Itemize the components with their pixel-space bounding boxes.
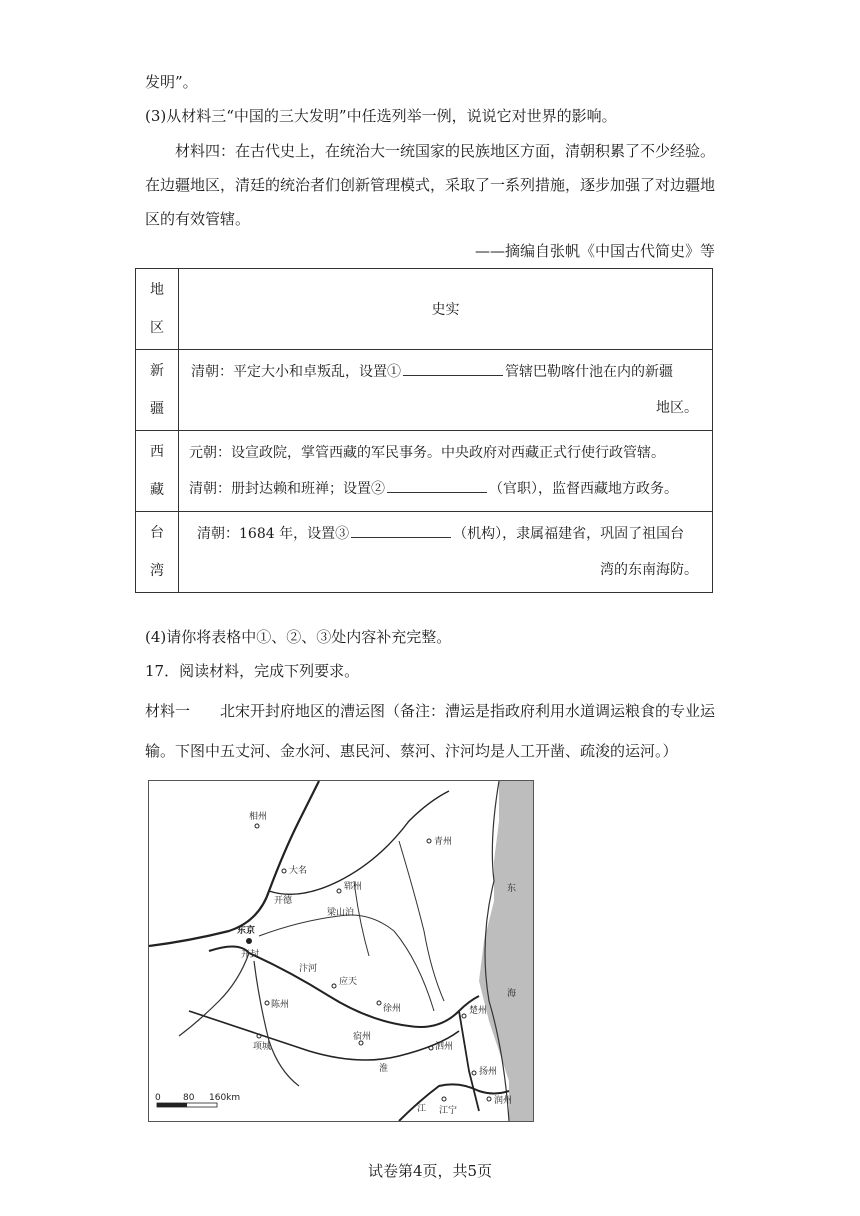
table-row — [136, 431, 713, 512]
city-marker — [332, 984, 336, 988]
city-marker — [487, 1097, 491, 1101]
source-citation: ——摘编自张帆《中国古代简史》等 — [474, 242, 715, 260]
label-dong: 东 — [507, 884, 517, 894]
city-marker — [265, 1001, 269, 1005]
label-xiangzhou: 相州 — [249, 812, 268, 822]
label-sizhou: 泗州 — [435, 1042, 454, 1052]
label-bianhe: 汴河 — [299, 964, 318, 974]
fact-xinjiang — [179, 350, 713, 431]
label-yangzhou: 扬州 — [479, 1067, 498, 1077]
scale-label: 160km — [209, 1093, 241, 1103]
label-jiang: 江 — [417, 1104, 427, 1114]
fact-text: （官职），监督西藏地方政务。 — [489, 481, 678, 497]
blank-2[interactable] — [387, 478, 487, 493]
city-marker — [282, 869, 286, 873]
canal-south — [459, 1011, 479, 1111]
header-char: 区 — [150, 320, 164, 336]
fact-text: 清朝：1684 年，设置③ — [197, 526, 350, 542]
label-jiangning: 江宁 — [439, 1106, 458, 1116]
fact-text: 清朝：平定大小和卓叛乱，设置① — [191, 364, 401, 380]
region-char: 湾 — [150, 563, 164, 579]
label-hai: 海 — [507, 989, 517, 999]
yellow-river — [149, 781, 319, 946]
label-yingzhou: 郓州 — [344, 882, 363, 892]
material-4-line: 区的有效管辖。 — [145, 210, 251, 228]
canal-map — [148, 780, 534, 1122]
table-row — [136, 512, 713, 593]
label-qingzhou: 青州 — [434, 837, 453, 847]
region-xinjiang — [136, 350, 179, 431]
fact-text: 地区。 — [656, 400, 698, 416]
label-dongjing: 东京 — [237, 926, 256, 936]
region-char: 西 — [150, 444, 164, 460]
material-1-line: 材料一 北宋开封府地区的漕运图（备注：漕运是指政府利用水道调运粮食的专业运 — [145, 702, 716, 720]
table-header-region — [136, 269, 179, 350]
material-4-line: 材料四：在古代史上，在统治大一统国家的民族地区方面，清朝积累了不少经验。 — [175, 142, 716, 160]
region-char: 新 — [150, 363, 164, 379]
label-liangshanpo: 梁山泊 — [327, 908, 355, 918]
header-char: 地 — [150, 282, 164, 298]
question-4: (4)请你将表格中①、②、③处内容补充完整。 — [145, 628, 452, 646]
label-kaifeng: 开封 — [241, 950, 260, 960]
river — [354, 881, 369, 956]
city-marker — [462, 1014, 466, 1018]
fact-text: 湾的东南海防。 — [600, 562, 698, 578]
history-table — [135, 268, 713, 593]
blank-1[interactable] — [403, 361, 503, 376]
label-chenzhou: 陈州 — [271, 1000, 290, 1010]
region-taiwan — [136, 512, 179, 593]
river — [259, 915, 434, 1011]
label-chuzhou: 楚州 — [469, 1006, 488, 1016]
question-17: 17．阅读材料，完成下列要求。 — [145, 662, 360, 680]
table-row — [136, 350, 713, 431]
fact-text: 清朝：册封达赖和班禅；设置② — [189, 481, 385, 497]
material-4-line: 在边疆地区，清廷的统治者们创新管理模式，采取了一系列措施，逐步加强了对边疆地 — [145, 176, 716, 194]
city-marker — [255, 824, 259, 828]
fact-text: （机构），隶属福建省，巩固了祖国台 — [453, 526, 685, 542]
material-1-line: 输。下图中五丈河、金水河、惠民河、蔡河、汴河均是人工开凿、疏浚的运河。） — [145, 742, 678, 760]
scale-label: 0 — [155, 1093, 161, 1103]
river — [179, 953, 249, 1036]
scale-label: 80 — [183, 1093, 195, 1103]
fact-text: 元朝：设宣政院，掌管西藏的军民事务。中央政府对西藏正式行使行政管辖。 — [189, 445, 665, 461]
canal-map-svg — [149, 781, 533, 1121]
region-xizang — [136, 431, 179, 512]
table-row — [136, 269, 713, 350]
fact-xizang — [179, 431, 713, 512]
city-marker — [427, 839, 431, 843]
question-3: (3)从材料三“中国的三大发明”中任选列举一例，说说它对世界的影响。 — [145, 107, 617, 125]
label-suzhou: 宿州 — [353, 1032, 372, 1042]
label-xiangcheng: 项城 — [253, 1042, 272, 1052]
city-marker — [377, 1001, 381, 1005]
region-char: 台 — [150, 525, 164, 541]
label-yingtian: 应天 — [339, 977, 358, 987]
city-marker — [442, 1097, 446, 1101]
page-footer: 试卷第4页，共5页 — [367, 1162, 493, 1180]
label-daming: 大名 — [289, 866, 308, 876]
label-huai: 淮 — [379, 1064, 389, 1074]
river — [254, 961, 299, 1086]
city-marker — [472, 1071, 476, 1075]
capital-marker — [246, 938, 252, 944]
scale-bar-fill — [157, 1103, 187, 1107]
region-char: 疆 — [150, 401, 164, 417]
text-line: 发明”。 — [145, 73, 198, 91]
fact-text: 管辖巴勒喀什池在内的新疆 — [505, 364, 673, 380]
river — [269, 791, 449, 894]
label-runzhou: 润州 — [494, 1096, 513, 1106]
label-xuzhou: 徐州 — [383, 1004, 402, 1014]
fact-taiwan — [179, 512, 713, 593]
region-char: 藏 — [150, 482, 164, 498]
huai-river — [189, 1011, 459, 1060]
blank-3[interactable] — [351, 523, 451, 538]
label-kaide: 开德 — [274, 896, 293, 906]
table-header-fact: 史实 — [179, 269, 713, 350]
city-marker — [337, 889, 341, 893]
